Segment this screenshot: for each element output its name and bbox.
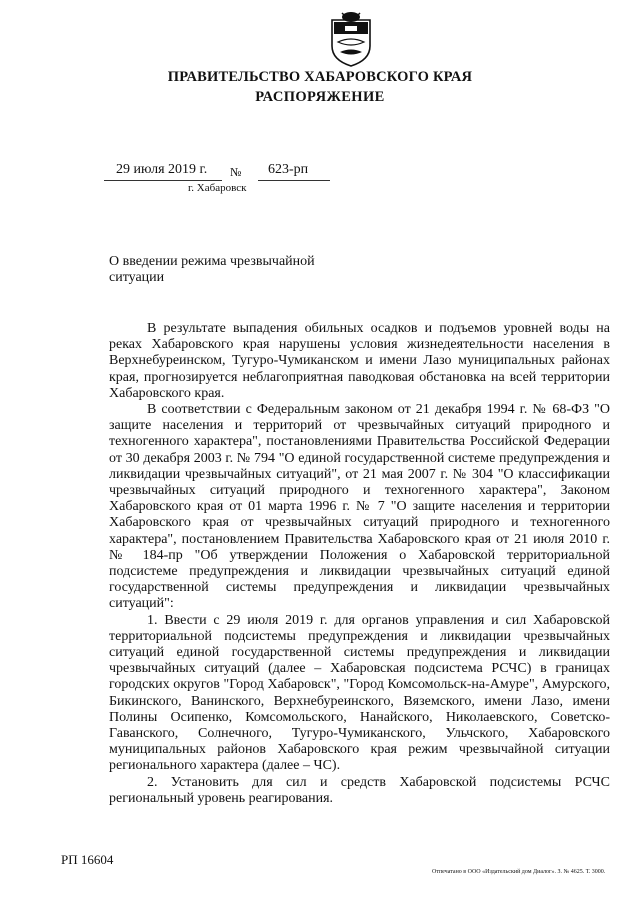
government-heading: ПРАВИТЕЛЬСТВО ХАБАРОВСКОГО КРАЯ xyxy=(167,69,473,85)
number-underline xyxy=(258,180,330,181)
document-code: РП 16604 xyxy=(61,852,114,867)
paragraph: В соответствии с Федеральным законом от 21 декабря 1994 г. № 68-ФЗ "О защите населения и территорий от чрезвычайных ситуаций природного и техногенного характера", постановлениями Правительства Российской Федерации от 30 декабря 2003 г. № 794 "О единой государственной системе предупреждения и ликвидации чрезвычайных ситуаций", от 21 мая 2007 г. № 304 "О классификации чрезвычайных ситуаций природного и техногенного характера", Законом Хабаровского края от 01 марта 1996 г. № 7 "О защите населения и территории Хабаровского края от чрезвычайных ситуаций природного и техногенного характера", постановлением Правительства Хабаровского края от 21 июля 2010 г. № 184-пр "Об утверждении Положения о Хабаровской территориальной подсистеме предупреждения и ликвидации чрезвычайных ситуаций единой государственной системы предупреждения и ликвидации чрезвычайных ситуаций": xyxy=(109,402,610,612)
document-body xyxy=(109,321,610,807)
number-sign: № xyxy=(230,165,242,179)
paragraph: В результате выпадения обильных осадков и подъемов уровней воды на реках Хабаровского края нарушены условия жизнедеятельности населения в Верхнебуреинском, Тугуро-Чумиканском и имени Лазо муниципальных районах края, прогнозируется неблагоприятная паводковая обстановка на всей территории Хабаровского края. xyxy=(109,321,610,401)
document-number: 623-рп xyxy=(268,162,309,177)
city: г. Хабаровск xyxy=(188,182,247,194)
printer-imprint: Отпечатано в ООО «Издательский дом Диалог». З. № 4625. Т. 3000. xyxy=(432,869,606,875)
document-date: 29 июля 2019 г. xyxy=(116,162,208,177)
date-underline xyxy=(104,180,222,181)
coat-of-arms-icon xyxy=(326,8,376,68)
document-title: О введении режима чрезвычайной ситуации xyxy=(109,254,315,285)
document-type: РАСПОРЯЖЕНИЕ xyxy=(255,89,385,105)
paragraph: 1. Ввести с 29 июля 2019 г. для органов управления и сил Хабаровской территориальной подсистемы предупреждения и ликвидации чрезвычайных ситуаций единой государственной системы предупреждения и ликвидации чрезвычайных ситуаций (далее – Хабаровская подсистема РСЧС) в границах городских округов "Город Хабаровск", "Город Комсомольск-на-Амуре", Амурского, Бикинского, Ванинского, Верхнебуреинского, Вяземского, имени Лазо, имени Полины Осипенко, Комсомольского, Нанайского, Николаевского, Советско-Гаванского, Солнечного, Тугуро-Чумиканского, Ульчского, Хабаровского муниципальных районов Хабаровского края режим чрезвычайной ситуации регионального характера (далее – ЧС). xyxy=(109,612,610,774)
paragraph: 2. Установить для сил и средств Хабаровской подсистемы РСЧС региональный уровень реагирования. xyxy=(109,774,610,806)
